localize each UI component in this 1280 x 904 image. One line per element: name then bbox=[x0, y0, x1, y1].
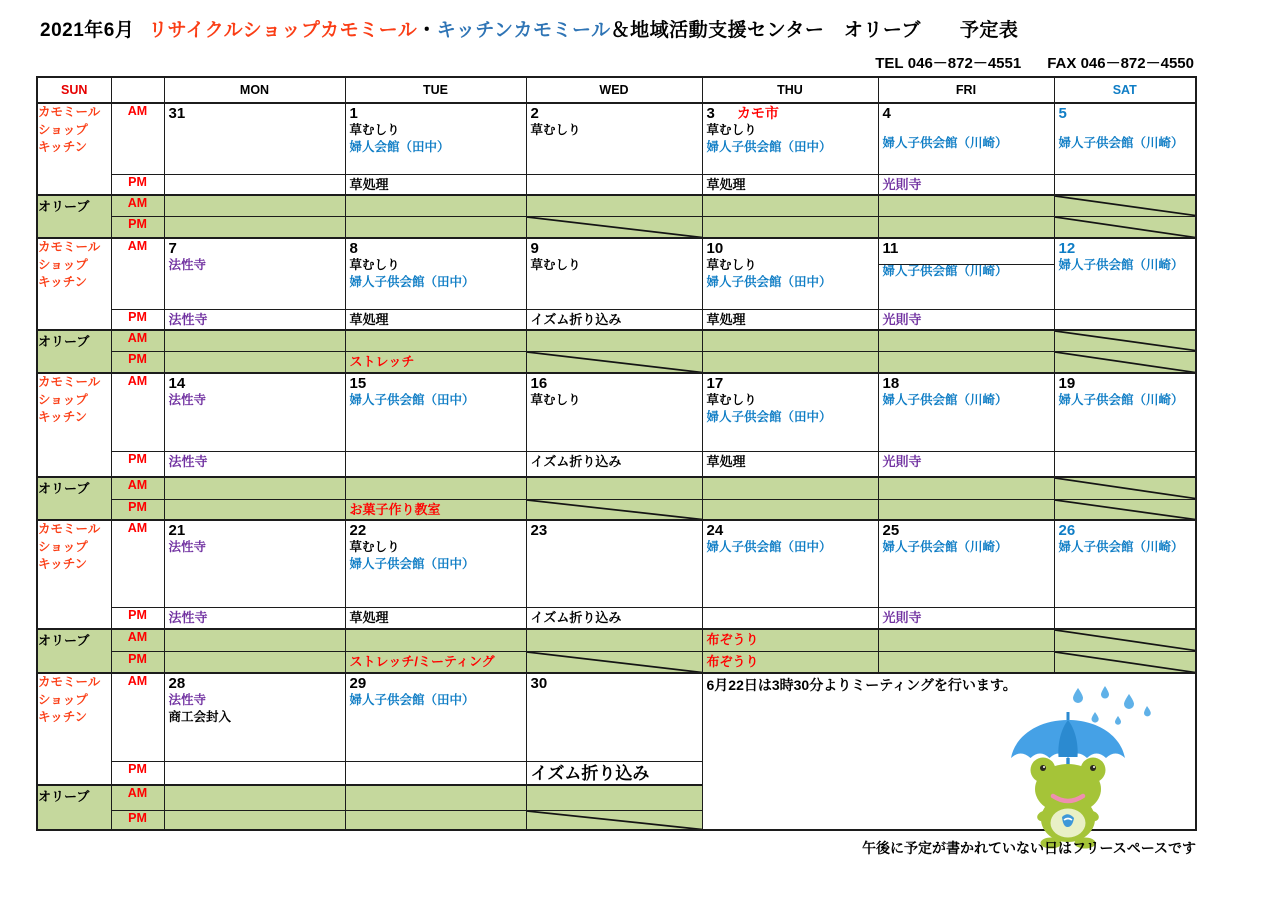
olive-pm-cell bbox=[878, 499, 1054, 520]
day-number: 10 bbox=[706, 240, 724, 257]
pm-label: PM bbox=[111, 451, 164, 477]
crossed-out-diagonal bbox=[527, 500, 702, 520]
olive-pm-cell bbox=[878, 216, 1054, 238]
olive-pm-cell bbox=[164, 810, 345, 830]
schedule-entry: 草処理 bbox=[349, 609, 389, 625]
day-cell bbox=[345, 673, 526, 761]
contact-line bbox=[875, 52, 1194, 73]
day-number: 21 bbox=[168, 522, 186, 539]
day-number: 3 bbox=[706, 105, 715, 122]
day-cell bbox=[526, 520, 702, 607]
tel-number: 046－872－4551 bbox=[907, 55, 1022, 72]
row-label-chamomile-shop-kitchen: カモミール ショップ キッチン bbox=[37, 673, 111, 785]
day-number: 19 bbox=[1058, 375, 1076, 392]
olive-am-cell bbox=[702, 330, 878, 351]
olive-pm-cell bbox=[345, 651, 526, 673]
olive-am-cell bbox=[1054, 477, 1196, 499]
day-cell bbox=[702, 373, 878, 451]
meeting-note-box bbox=[702, 673, 1196, 830]
day-number: 16 bbox=[530, 375, 548, 392]
day-number: 23 bbox=[530, 522, 548, 539]
schedule-entry: 草むしり bbox=[706, 393, 757, 408]
schedule-entry: 商工会封入 bbox=[168, 710, 232, 724]
schedule-entry: 光則寺 bbox=[882, 609, 922, 625]
pm-cell bbox=[526, 174, 702, 195]
title-year-month: 2021年6月 bbox=[40, 20, 135, 41]
schedule-entry: 婦人子供会館（田中） bbox=[706, 410, 832, 424]
row-label-olive: オリーブ bbox=[37, 629, 111, 673]
schedule-entry: 法性寺 bbox=[168, 311, 208, 327]
schedule-entry: 草処理 bbox=[706, 176, 746, 192]
weekday-header-thu: THU bbox=[702, 77, 878, 103]
olive-pm-cell bbox=[1054, 651, 1196, 673]
schedule-entry: 草処理 bbox=[349, 176, 389, 192]
pm-cell bbox=[526, 451, 702, 477]
crossed-out-diagonal bbox=[527, 811, 702, 830]
day-cell bbox=[526, 373, 702, 451]
olive-pm-cell bbox=[702, 651, 878, 673]
olive-pm-cell bbox=[345, 216, 526, 238]
day-cell bbox=[164, 373, 345, 451]
meeting-note: 6月22日は3時30分よりミーティングを行います。 bbox=[706, 677, 1017, 693]
olive-am-cell bbox=[878, 629, 1054, 651]
schedule-table bbox=[36, 76, 1197, 831]
pm-cell bbox=[345, 451, 526, 477]
schedule-entry: ストレッチ bbox=[349, 353, 415, 369]
day-number: 25 bbox=[882, 522, 900, 539]
day-cell bbox=[345, 103, 526, 174]
day-number: 14 bbox=[168, 375, 186, 392]
row-label-olive: オリーブ bbox=[37, 785, 111, 830]
day-number: 18 bbox=[882, 375, 900, 392]
olive-am-cell bbox=[526, 629, 702, 651]
am-label: AM bbox=[111, 238, 164, 309]
crossed-out-diagonal bbox=[527, 352, 702, 373]
pm-label: PM bbox=[111, 216, 164, 238]
am-label: AM bbox=[111, 520, 164, 607]
schedule-entry: 草むしり bbox=[349, 540, 400, 555]
am-label: AM bbox=[111, 373, 164, 451]
pm-cell bbox=[526, 309, 702, 330]
row-label-olive: オリーブ bbox=[37, 330, 111, 373]
row-label-olive: オリーブ bbox=[37, 195, 111, 238]
schedule-entry: 草むしり bbox=[349, 123, 400, 138]
pm-cell bbox=[702, 309, 878, 330]
schedule-entry: 草処理 bbox=[706, 453, 746, 469]
olive-am-cell bbox=[878, 330, 1054, 351]
day-number: 17 bbox=[706, 375, 724, 392]
day-cell bbox=[164, 520, 345, 607]
crossed-out-diagonal bbox=[1055, 630, 1196, 651]
crossed-out-diagonal bbox=[1055, 478, 1196, 499]
pm-label: PM bbox=[111, 607, 164, 629]
schedule-entry: 草処理 bbox=[349, 311, 389, 327]
pm-cell bbox=[526, 607, 702, 629]
olive-am-cell bbox=[164, 330, 345, 351]
olive-pm-cell bbox=[164, 499, 345, 520]
day-number: 7 bbox=[168, 240, 177, 257]
day-number: 12 bbox=[1058, 240, 1076, 257]
am-label: AM bbox=[111, 195, 164, 216]
pm-cell bbox=[164, 761, 345, 785]
olive-am-cell bbox=[702, 477, 878, 499]
day-cell bbox=[878, 103, 1054, 174]
day-number: 22 bbox=[349, 522, 367, 539]
crossed-out-diagonal bbox=[527, 217, 702, 238]
olive-pm-cell bbox=[164, 351, 345, 373]
day-number: 24 bbox=[706, 522, 724, 539]
calendar-body bbox=[37, 103, 1196, 830]
pm-label: PM bbox=[111, 761, 164, 785]
olive-pm-cell bbox=[526, 651, 702, 673]
schedule-entry: 光則寺 bbox=[882, 176, 922, 192]
schedule-entry: 婦人会館（田中） bbox=[349, 140, 450, 154]
pm-cell bbox=[878, 174, 1054, 195]
schedule-entry: 婦人子供会館（田中） bbox=[706, 540, 832, 555]
schedule-entry: ストレッチ/ミーティング bbox=[349, 653, 495, 669]
schedule-entry: 布ぞうり bbox=[706, 653, 759, 669]
olive-pm-cell bbox=[1054, 351, 1196, 373]
schedule-entry: 法性寺 bbox=[168, 693, 207, 708]
weekday-header-row bbox=[37, 77, 1196, 103]
olive-pm-cell bbox=[702, 499, 878, 520]
olive-am-cell bbox=[164, 785, 345, 810]
schedule-entry: 法性寺 bbox=[168, 258, 207, 273]
schedule-entry: お菓子作り教室 bbox=[349, 501, 441, 517]
schedule-entry: イズム折り込み bbox=[530, 763, 650, 783]
day-number: 4 bbox=[882, 105, 891, 122]
schedule-entry: 法性寺 bbox=[168, 453, 208, 469]
crossed-out-diagonal bbox=[1055, 500, 1196, 520]
olive-am-cell bbox=[702, 195, 878, 216]
olive-pm-cell bbox=[878, 351, 1054, 373]
olive-pm-cell bbox=[345, 351, 526, 373]
day-number: 31 bbox=[168, 105, 186, 122]
pm-cell bbox=[878, 607, 1054, 629]
olive-pm-cell bbox=[526, 216, 702, 238]
pm-cell bbox=[345, 309, 526, 330]
day-cell bbox=[702, 238, 878, 309]
day-cell bbox=[878, 373, 1054, 451]
olive-am-cell bbox=[526, 785, 702, 810]
schedule-entry: 婦人子供会館（田中） bbox=[706, 140, 832, 154]
schedule-entry: 婦人子供会館（川崎） bbox=[882, 393, 1008, 408]
weekday-header-sun: SUN bbox=[37, 77, 111, 103]
weekday-header-wed: WED bbox=[526, 77, 702, 103]
day-cell bbox=[345, 238, 526, 309]
crossed-out-diagonal bbox=[1055, 196, 1196, 216]
schedule-entry: 光則寺 bbox=[882, 311, 922, 327]
olive-pm-cell bbox=[345, 499, 526, 520]
olive-am-cell bbox=[526, 477, 702, 499]
pm-cell bbox=[878, 309, 1054, 330]
pm-label: PM bbox=[111, 174, 164, 195]
fax-label: FAX bbox=[1047, 55, 1077, 72]
schedule-entry: 婦人子供会館（川崎） bbox=[882, 264, 1008, 279]
day-cell bbox=[1054, 103, 1196, 174]
olive-pm-cell bbox=[345, 810, 526, 830]
crossed-out-diagonal bbox=[1055, 352, 1196, 373]
row-label-olive: オリーブ bbox=[37, 477, 111, 520]
row-label-chamomile-shop-kitchen: カモミール ショップ キッチン bbox=[37, 520, 111, 629]
pm-cell bbox=[164, 174, 345, 195]
schedule-entry: 婦人子供会館（田中） bbox=[349, 693, 475, 708]
pm-cell bbox=[1054, 607, 1196, 629]
day-cell bbox=[345, 373, 526, 451]
pm-cell bbox=[702, 174, 878, 195]
day-number: 28 bbox=[168, 675, 186, 692]
day-cell bbox=[702, 103, 878, 174]
pm-cell bbox=[1054, 309, 1196, 330]
pm-label: PM bbox=[111, 351, 164, 373]
weekday-header-sat: SAT bbox=[1054, 77, 1196, 103]
am-label: AM bbox=[111, 330, 164, 351]
schedule-entry: 婦人子供会館（川崎） bbox=[1058, 540, 1184, 555]
title-recycle-shop: リサイクルショップカモミール bbox=[148, 20, 418, 41]
schedule-entry: 婦人子供会館（川崎） bbox=[1058, 136, 1184, 151]
inner-cell-line bbox=[878, 264, 1055, 265]
schedule-entry: 婦人子供会館（川崎） bbox=[882, 540, 1008, 555]
schedule-entry: 草むしり bbox=[349, 258, 400, 273]
kamo-market-tag: カモ市 bbox=[736, 105, 779, 121]
schedule-entry: 草処理 bbox=[706, 311, 746, 327]
olive-am-cell bbox=[164, 629, 345, 651]
schedule-entry: 光則寺 bbox=[882, 453, 922, 469]
olive-pm-cell bbox=[526, 810, 702, 830]
olive-am-cell bbox=[1054, 629, 1196, 651]
crossed-out-diagonal bbox=[1055, 652, 1196, 673]
olive-am-cell bbox=[345, 330, 526, 351]
day-cell bbox=[164, 673, 345, 761]
olive-am-cell bbox=[878, 195, 1054, 216]
olive-pm-cell bbox=[1054, 216, 1196, 238]
day-cell bbox=[1054, 238, 1196, 309]
olive-am-cell bbox=[526, 330, 702, 351]
olive-pm-cell bbox=[702, 351, 878, 373]
pm-cell bbox=[164, 451, 345, 477]
day-cell bbox=[702, 520, 878, 607]
olive-am-cell bbox=[1054, 330, 1196, 351]
day-cell bbox=[526, 238, 702, 309]
olive-pm-cell bbox=[526, 351, 702, 373]
day-cell bbox=[526, 673, 702, 761]
day-cell bbox=[1054, 520, 1196, 607]
pm-label: PM bbox=[111, 309, 164, 330]
day-cell bbox=[878, 238, 1054, 309]
pm-cell bbox=[345, 174, 526, 195]
olive-am-cell bbox=[345, 477, 526, 499]
olive-pm-cell bbox=[164, 216, 345, 238]
olive-am-cell bbox=[164, 195, 345, 216]
am-label: AM bbox=[111, 103, 164, 174]
am-label: AM bbox=[111, 673, 164, 761]
rain-drops bbox=[1073, 686, 1151, 725]
schedule-entry: 法性寺 bbox=[168, 393, 207, 408]
row-label-chamomile-shop-kitchen: カモミール ショップ キッチン bbox=[37, 373, 111, 477]
pm-cell bbox=[164, 607, 345, 629]
schedule-entry: 草むしり bbox=[530, 393, 581, 408]
schedule-entry: イズム折り込み bbox=[530, 311, 622, 327]
schedule-entry: 婦人子供会館（田中） bbox=[706, 275, 832, 289]
day-cell bbox=[1054, 373, 1196, 451]
olive-am-cell bbox=[702, 629, 878, 651]
am-label: AM bbox=[111, 477, 164, 499]
day-number: 29 bbox=[349, 675, 367, 692]
day-number: 30 bbox=[530, 675, 548, 692]
crossed-out-diagonal bbox=[1055, 331, 1196, 351]
schedule-entry: 婦人子供会館（川崎） bbox=[1058, 393, 1184, 408]
schedule-entry: 草むしり bbox=[530, 123, 581, 138]
weekday-header-fri: FRI bbox=[878, 77, 1054, 103]
olive-am-cell bbox=[345, 785, 526, 810]
schedule-entry: 婦人子供会館（田中） bbox=[349, 557, 475, 571]
pm-cell bbox=[878, 451, 1054, 477]
day-number: 11 bbox=[882, 240, 899, 257]
schedule-entry: 草むしり bbox=[706, 258, 757, 273]
pm-label: PM bbox=[111, 810, 164, 830]
am-label: AM bbox=[111, 785, 164, 810]
pm-cell bbox=[526, 761, 702, 785]
olive-pm-cell bbox=[164, 651, 345, 673]
schedule-entry: 婦人子供会館（川崎） bbox=[882, 136, 1008, 151]
olive-am-cell bbox=[1054, 195, 1196, 216]
pm-cell bbox=[164, 309, 345, 330]
olive-am-cell bbox=[526, 195, 702, 216]
weekday-header-corner bbox=[111, 77, 164, 103]
day-cell bbox=[164, 103, 345, 174]
free-space-note: 午後に予定が書かれていない日はフリースペースです bbox=[862, 840, 1197, 856]
olive-am-cell bbox=[164, 477, 345, 499]
day-cell bbox=[164, 238, 345, 309]
frog-with-umbrella-illustration bbox=[983, 686, 1153, 856]
weekday-header-tue: TUE bbox=[345, 77, 526, 103]
day-number: 8 bbox=[349, 240, 358, 257]
olive-am-cell bbox=[345, 195, 526, 216]
crossed-out-diagonal bbox=[527, 652, 702, 673]
olive-pm-cell bbox=[878, 651, 1054, 673]
pm-label: PM bbox=[111, 499, 164, 520]
am-label: AM bbox=[111, 629, 164, 651]
pm-cell bbox=[345, 607, 526, 629]
tel-label: TEL bbox=[875, 55, 904, 72]
day-cell bbox=[345, 520, 526, 607]
pm-label: PM bbox=[111, 651, 164, 673]
title-rest: ＆地域活動支援センター オリーブ 予定表 bbox=[610, 20, 1019, 41]
day-number: 2 bbox=[530, 105, 539, 122]
weekday-header-mon: MON bbox=[164, 77, 345, 103]
title-dot: ・ bbox=[417, 20, 437, 41]
schedule-entry: 草むしり bbox=[530, 258, 581, 273]
pm-cell bbox=[1054, 174, 1196, 195]
day-number: 26 bbox=[1058, 522, 1076, 539]
schedule-entry: 法性寺 bbox=[168, 540, 207, 555]
day-number: 1 bbox=[349, 105, 358, 122]
schedule-entry: 婦人子供会館（田中） bbox=[349, 393, 475, 408]
pm-cell bbox=[702, 607, 878, 629]
fax-number: 046－872－4550 bbox=[1080, 55, 1194, 72]
olive-pm-cell bbox=[526, 499, 702, 520]
row-label-chamomile-shop-kitchen: カモミール ショップ キッチン bbox=[37, 238, 111, 330]
olive-am-cell bbox=[345, 629, 526, 651]
schedule-entry: 法性寺 bbox=[168, 609, 208, 625]
olive-pm-cell bbox=[1054, 499, 1196, 520]
schedule-entry: 婦人子供会館（田中） bbox=[349, 275, 475, 289]
schedule-entry: イズム折り込み bbox=[530, 609, 622, 625]
crossed-out-diagonal bbox=[1055, 217, 1196, 238]
day-cell bbox=[878, 520, 1054, 607]
schedule-entry: 草むしり bbox=[706, 123, 757, 138]
frog bbox=[1031, 758, 1106, 849]
pm-cell bbox=[702, 451, 878, 477]
page-title bbox=[40, 15, 1018, 42]
olive-am-cell bbox=[878, 477, 1054, 499]
olive-pm-cell bbox=[702, 216, 878, 238]
row-label-chamomile-shop-kitchen: カモミール ショップ キッチン bbox=[37, 103, 111, 195]
pm-cell bbox=[345, 761, 526, 785]
title-kitchen: キッチンカモミール bbox=[436, 20, 611, 41]
day-number: 9 bbox=[530, 240, 539, 257]
schedule-entry: イズム折り込み bbox=[530, 453, 622, 469]
schedule-entry: 布ぞうり bbox=[706, 632, 759, 647]
day-cell bbox=[526, 103, 702, 174]
schedule-entry: 婦人子供会館（川崎） bbox=[1058, 258, 1184, 273]
day-number: 5 bbox=[1058, 105, 1067, 122]
day-number: 15 bbox=[349, 375, 367, 392]
pm-cell bbox=[1054, 451, 1196, 477]
